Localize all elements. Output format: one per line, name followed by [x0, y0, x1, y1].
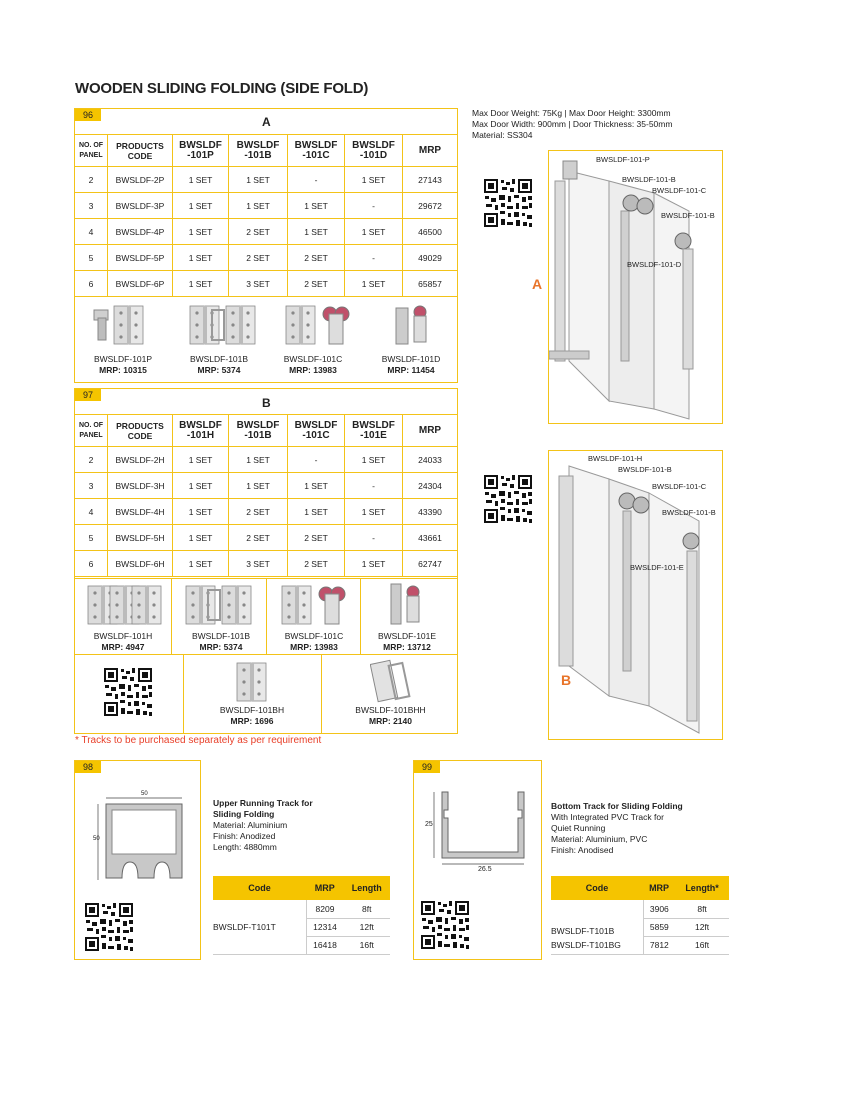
- product-101h-image: [86, 582, 166, 628]
- product-101c-image: [280, 580, 350, 628]
- table-header: BWSLDF -101H: [173, 415, 229, 447]
- qr-code: [483, 474, 533, 524]
- table-row: 3 BWSLDF-3P 1 SET 1 SET 1 SET - 29672: [75, 193, 458, 219]
- table-header: BWSLDF -101D: [345, 135, 403, 167]
- track-99-table: Code MRP Length* BWSLDF-T101B 3906 8ft 5859 12ft BWSLDF-T101BG 7812 16ft: [551, 876, 729, 955]
- product-101c-image: [284, 300, 354, 348]
- table-header: BWSLDF -101B: [229, 135, 288, 167]
- table-row: 5 BWSLDF-5H 1 SET 2 SET 2 SET - 43661: [75, 525, 458, 551]
- track-99-badge: 99: [414, 761, 440, 773]
- product-101d-image: [388, 300, 444, 348]
- track-98-badge: 98: [75, 761, 101, 773]
- product-label: BWSLDF-101BH MRP: 1696: [219, 705, 285, 726]
- section-a-badge: 96: [75, 109, 101, 121]
- table-header: MRP: [403, 135, 458, 167]
- table-row: 3 BWSLDF-3H 1 SET 1 SET 1 SET - 24304: [75, 473, 458, 499]
- product-101p-image: [92, 302, 148, 348]
- table-header: PRODUCTS CODE: [108, 415, 173, 447]
- table-header: MRP: [403, 415, 458, 447]
- product-101bh-image: [235, 660, 269, 704]
- table-row: 4 BWSLDF-4H 1 SET 2 SET 1 SET 1 SET 43390: [75, 499, 458, 525]
- diagram-b-drawing: [549, 451, 721, 739]
- product-101b-image: [184, 582, 254, 628]
- section-b-badge: 97: [75, 389, 101, 401]
- table-row: 5859 12ft: [551, 918, 729, 936]
- table-row: 16418 16ft: [213, 936, 390, 954]
- product-grid-dividers: [171, 578, 172, 654]
- track-98-table: Code MRP Length BWSLDF-T101T 8209 8ft 12314 12ft 16418 16ft: [213, 876, 390, 955]
- qr-code: [420, 900, 470, 950]
- product-grid-dividers: [266, 578, 267, 654]
- product-grid-dividers: [74, 654, 458, 655]
- product-101bhh-image: [370, 658, 414, 704]
- track-99-dim-width: 26.5: [478, 866, 492, 873]
- qr-code: [84, 902, 134, 952]
- product-label: BWSLDF-101C MRP: 13983: [284, 631, 344, 652]
- diagram-a-letter: A: [532, 276, 543, 292]
- diagram-label: BWSLDF-101-B: [661, 211, 715, 220]
- table-row: 2 BWSLDF-2H 1 SET 1 SET - 1 SET 24033: [75, 447, 458, 473]
- table-row: BWSLDF-T101B 3906 8ft: [551, 900, 729, 918]
- section-b-heading: B: [262, 396, 271, 410]
- track-98-dim-width: 50: [141, 791, 148, 797]
- product-label: BWSLDF-101B MRP: 5374: [189, 354, 249, 375]
- track-98-dim-height: 50: [93, 836, 100, 842]
- qr-code: [483, 178, 533, 228]
- product-label: BWSLDF-101B MRP: 5374: [191, 631, 251, 652]
- product-label: BWSLDF-101D MRP: 11454: [381, 354, 441, 375]
- table-row: 2 BWSLDF-2P 1 SET 1 SET - 1 SET 27143: [75, 167, 458, 193]
- product-grid-dividers: [360, 578, 361, 654]
- section-b-table: [74, 414, 458, 577]
- table-row: 12314 12ft: [213, 918, 390, 936]
- product-label: BWSLDF-101C MRP: 13983: [283, 354, 343, 375]
- section-a-heading: A: [262, 115, 271, 129]
- diagram-label: BWSLDF-101-C: [652, 186, 707, 195]
- diagram-label: BWSLDF-101-C: [652, 482, 707, 491]
- track-99-info: Bottom Track for Sliding Folding With Integrated PVC Track for Quiet Running Material: Aluminium, PVC Finish: Anodised: [551, 801, 683, 855]
- table-header: BWSLDF -101E: [345, 415, 403, 447]
- table-row: 5 BWSLDF-5P 1 SET 2 SET 2 SET - 49029: [75, 245, 458, 271]
- table-header: NO. OF PANEL: [75, 415, 108, 447]
- table-row: 4 BWSLDF-4P 1 SET 2 SET 1 SET 1 SET 46500: [75, 219, 458, 245]
- diagram-label: BWSLDF-101-B: [622, 175, 676, 184]
- table-row: BWSLDF-T101T 8209 8ft: [213, 900, 390, 918]
- product-label: BWSLDF-101P MRP: 10315: [93, 354, 153, 375]
- product-101b-image: [188, 302, 258, 348]
- diagram-label: BWSLDF-101-B: [618, 465, 672, 474]
- section-a-table: [74, 134, 458, 297]
- diagram-b-letter: B: [561, 672, 572, 688]
- specs: Max Door Weight: 75Kg | Max Door Height: 3300mm Max Door Width: 900mm | Door Thickness: 35-50mm Material: SS304: [472, 108, 673, 140]
- table-header: BWSLDF -101C: [288, 135, 345, 167]
- qr-code: [103, 667, 153, 717]
- track-98-info: Upper Running Track for Sliding Folding Material: Aluminium Finish: Anodized Length: 4880mm: [213, 798, 313, 852]
- product-label: BWSLDF-101E MRP: 13712: [377, 631, 437, 652]
- table-row: 6 BWSLDF-6H 1 SET 3 SET 2 SET 1 SET 62747: [75, 551, 458, 577]
- track-98-profile: [90, 790, 190, 885]
- table-header: BWSLDF -101B: [229, 415, 288, 447]
- diagram-label: BWSLDF-101-H: [588, 454, 643, 463]
- tracks-note: * Tracks to be purchased separately as per requirement: [75, 735, 322, 746]
- diagram-label: BWSLDF-101-E: [630, 563, 684, 572]
- diagram-label: BWSLDF-101-D: [627, 260, 682, 269]
- product-label: BWSLDF-101BHH MRP: 2140: [355, 705, 426, 726]
- product-label: BWSLDF-101H MRP: 4947: [93, 631, 153, 652]
- table-row: BWSLDF-T101BG 7812 16ft: [551, 936, 729, 954]
- product-grid-dividers: [321, 654, 322, 734]
- track-99-profile: [430, 790, 530, 870]
- table-row: 6 BWSLDF-6P 1 SET 3 SET 2 SET 1 SET 65857: [75, 271, 458, 297]
- product-101e-image: [385, 580, 435, 628]
- page-title: WOODEN SLIDING FOLDING (SIDE FOLD): [75, 80, 369, 97]
- product-grid-dividers: [183, 654, 184, 734]
- diagram-label: BWSLDF-101-B: [662, 508, 716, 517]
- table-header: PRODUCTS CODE: [108, 135, 173, 167]
- diagram-label: BWSLDF-101-P: [596, 155, 650, 164]
- table-header: BWSLDF -101P: [173, 135, 229, 167]
- table-header: BWSLDF -101C: [288, 415, 345, 447]
- table-header: NO. OF PANEL: [75, 135, 108, 167]
- track-99-dim-height: 25: [425, 821, 433, 828]
